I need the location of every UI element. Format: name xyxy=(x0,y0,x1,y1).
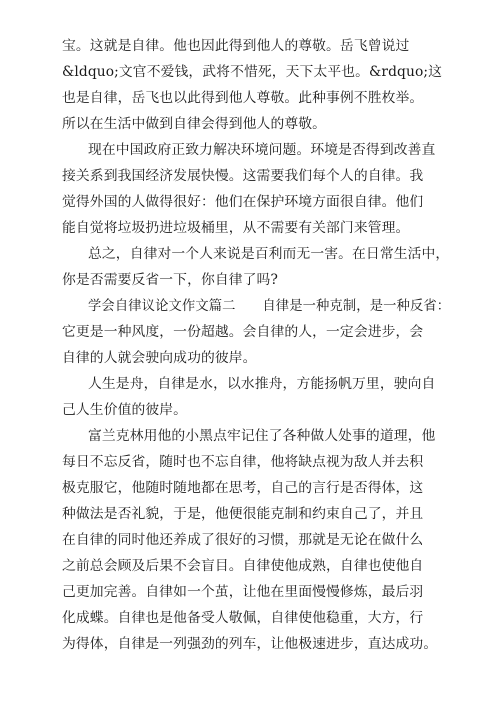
text-line-20: 在自律的同时他还养成了很好的习惯，那就是无论在做什么 xyxy=(62,532,424,548)
text-line-7: 觉得外国的人做得很好：他们在保护环境方面很自律。他们 xyxy=(62,194,424,210)
text-line-6: 接关系到我国经济发展快慢。这需要我们每个人的自律。我 xyxy=(62,168,424,184)
text-line-9: 总之，自律对一个人来说是百利而无一害。在日常生活中， xyxy=(88,246,450,262)
text-line-15: 己人生价值的彼岸。 xyxy=(62,402,188,418)
text-line-18: 极克服它，他随时随地都在思考，自己的言行是否得体，这 xyxy=(62,480,424,496)
text-line-13: 自律的人就会驶向成功的彼岸。 xyxy=(62,350,257,366)
text-line-11: 学会自律议论文作文篇二 自律是一种克制，是一种反省： xyxy=(88,298,451,314)
text-line-2: &ldquo;文官不爱钱，武将不惜死，天下太平也。&rdquo;这 xyxy=(62,64,443,80)
text-line-17: 每日不忘反省，随时也不忘自律，他将缺点视为敌人并去积 xyxy=(62,454,424,470)
text-line-22: 己更加完善。自律如一个茧，让他在里面慢慢修炼，最后羽 xyxy=(62,584,424,600)
text-line-12: 它更是一种风度，一份超越。会自律的人，一定会进步，会 xyxy=(62,324,424,340)
text-line-21: 之前总会顾及后果不会盲目。自律使他成熟，自律也使他自 xyxy=(62,558,424,574)
text-line-24: 为得体，自律是一列强劲的列车，让他极速进步，直达成功。 xyxy=(62,636,438,652)
text-line-23: 化成蝶。自律也是他备受人敬佩，自律使他稳重，大方，行 xyxy=(62,610,424,626)
text-line-4: 所以在生活中做到自律会得到他人的尊敬。 xyxy=(62,116,327,132)
text-line-8: 能自觉将垃圾扔进垃圾桶里，从不需要有关部门来管理。 xyxy=(62,220,410,236)
text-line-16: 富兰克林用他的小黑点牢记住了各种做人处事的道理，他 xyxy=(88,428,436,444)
text-line-3: 也是自律，岳飞也以此得到他人尊敬。此种事例不胜枚举。 xyxy=(62,90,424,106)
text-line-19: 种做法是否礼貌，于是，他便很能克制和约束自己了，并且 xyxy=(62,506,424,522)
text-line-1: 宝。这就是自律。他也因此得到他人的尊敬。岳飞曾说过 xyxy=(62,38,410,54)
text-line-10: 你是否需要反省一下，你自律了吗? xyxy=(62,272,278,288)
text-line-14: 人生是舟，自律是水，以水推舟，方能扬帆万里，驶向自 xyxy=(88,376,436,392)
text-line-5: 现在中国政府正致力解决环境问题。环境是否得到改善直 xyxy=(88,142,436,158)
